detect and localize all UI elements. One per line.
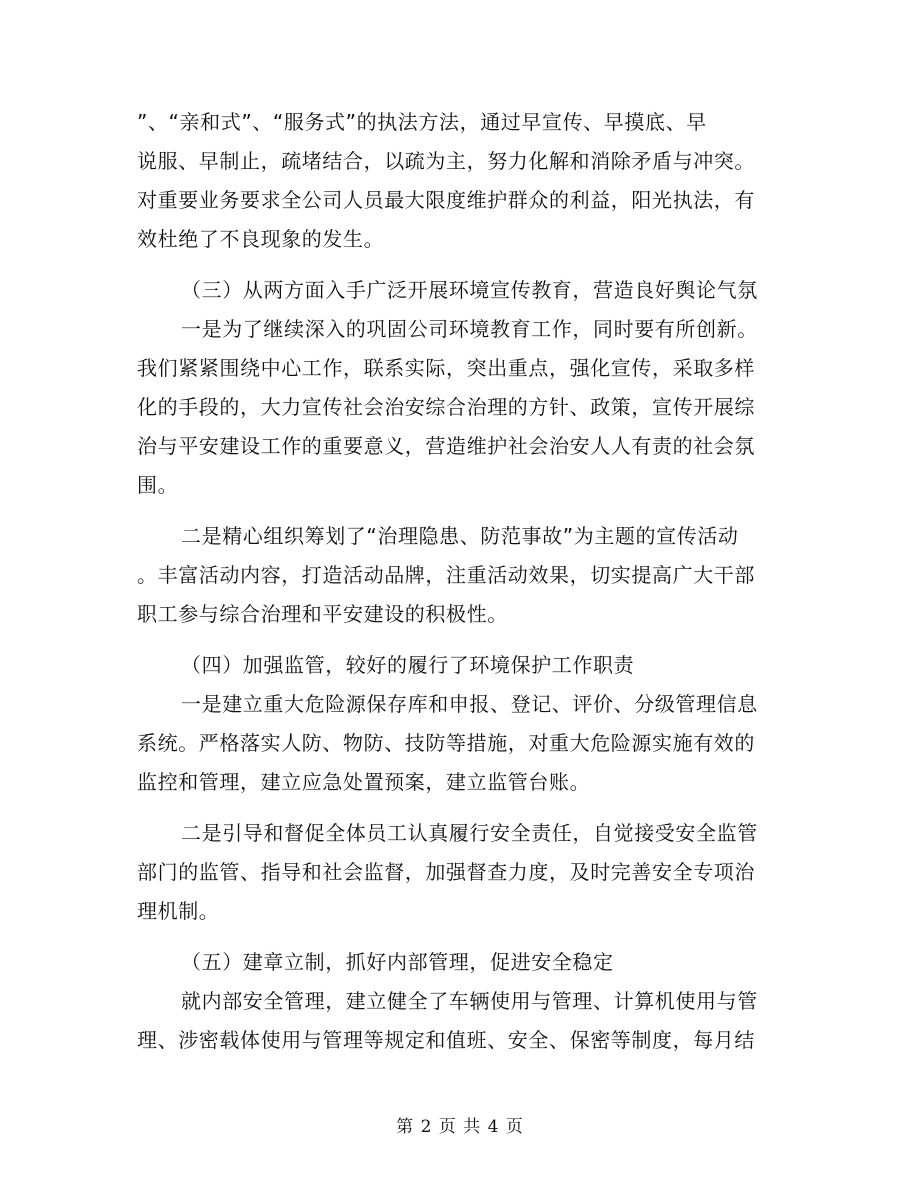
section-heading-5: （五）建章立制，抓好内部管理，促进安全稳定 (181, 950, 614, 974)
text-line: ”、“亲和式”、“服务式”的执法方法，通过早宣传、早摸底、早 (137, 110, 707, 134)
text-line: 二是引导和督促全体员工认真履行安全责任，自觉接受安全监管 (181, 821, 758, 845)
text-line: 二是精心组织筹划了“治理隐患、防范事故”为主题的宣传活动 (181, 524, 739, 548)
text-line: 我们紧紧围绕中心工作，联系实际，突出重点，强化宣传，采取多样 (137, 356, 755, 380)
text-line: 治与平安建设工作的重要意义，营造维护社会治安人人有责的社会氛 (137, 434, 755, 458)
text-line: 说服、早制止，疏堵结合，以疏为主，努力化解和消除矛盾与冲突。 (137, 149, 755, 173)
text-line: 对重要业务要求全公司人员最大限度维护群众的利益，阳光执法，有 (137, 188, 755, 212)
text-line: 化的手段的，大力宣传社会治安综合治理的方针、政策，宣传开展综 (137, 395, 755, 419)
text-line: 围。 (137, 473, 179, 497)
document-body (137, 103, 777, 1060)
text-line: 理、涉密载体使用与管理等规定和值班、安全、保密等制度，每月结 (137, 1028, 755, 1052)
page-number-footer: 第 2 页 共 4 页 (396, 1117, 524, 1137)
text-line: 理机制。 (137, 899, 220, 923)
section-heading-4: （四）加强监管，较好的履行了环境保护工作职责 (181, 653, 635, 677)
text-line: 部门的监管、指导和社会监督，加强督查力度，及时完善安全专项治 (137, 860, 755, 884)
text-line: 。丰富活动内容，打造活动品牌，注重活动效果，切实提高广大干部 (137, 563, 755, 587)
text-line: 监控和管理，建立应急处置预案，建立监管台账。 (137, 770, 591, 794)
text-line: 效杜绝了不良现象的发生。 (137, 227, 385, 251)
text-line: 一是建立重大危险源保存库和申报、登记、评价、分级管理信息 (181, 692, 758, 716)
text-line: 职工参与综合治理和平安建设的积极性。 (137, 602, 508, 626)
text-line: 一是为了继续深入的巩固公司环境教育工作，同时要有所创新。 (181, 317, 758, 341)
text-line: 就内部安全管理，建立健全了车辆使用与管理、计算机使用与管 (181, 989, 758, 1013)
section-heading-3: （三）从两方面入手广泛开展环境宣传教育，营造良好舆论气氛 (181, 278, 758, 302)
text-line: 系统。严格落实人防、物防、技防等措施，对重大危险源实施有效的 (137, 731, 755, 755)
